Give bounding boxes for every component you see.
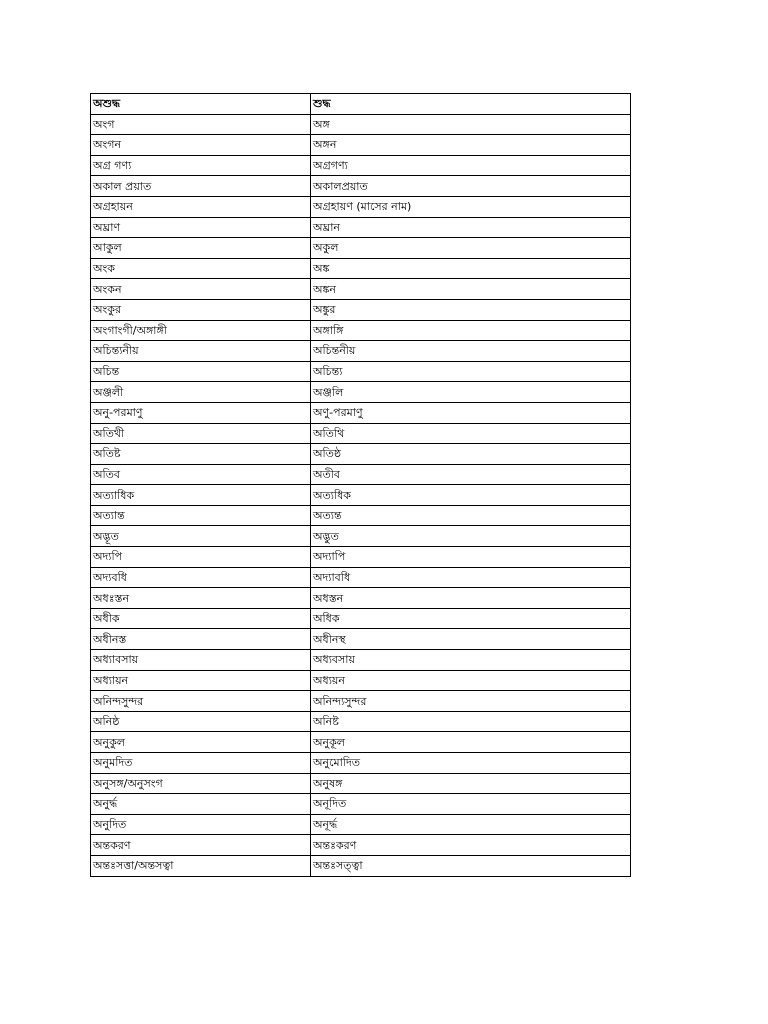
incorrect-word: আকুল <box>91 238 311 259</box>
table-row <box>91 567 631 588</box>
correct-word: অত্যন্ত <box>311 505 631 526</box>
correct-word: অধ্যবসায় <box>311 650 631 671</box>
correct-word: অঙ্কুর <box>311 299 631 320</box>
incorrect-word: অদ্যপি <box>91 547 311 568</box>
table-row <box>91 402 631 423</box>
incorrect-word: অনুমদিত <box>91 753 311 774</box>
table-row <box>91 423 631 444</box>
table-row <box>91 238 631 259</box>
incorrect-word: অংগাংগী/অঙ্গাঙ্গী <box>91 320 311 341</box>
incorrect-word: অংকুর <box>91 299 311 320</box>
table-row <box>91 711 631 732</box>
table-row <box>91 320 631 341</box>
incorrect-word: অগ্র গণ্য <box>91 155 311 176</box>
table-row <box>91 341 631 362</box>
incorrect-word: অঞ্জলী <box>91 382 311 403</box>
incorrect-word: অতিষ্ট <box>91 444 311 465</box>
incorrect-word: অতিথী <box>91 423 311 444</box>
table-header-row <box>91 94 631 115</box>
table-row <box>91 753 631 774</box>
incorrect-word: অনুকুল <box>91 732 311 753</box>
incorrect-word: অংকন <box>91 279 311 300</box>
incorrect-word: অংক <box>91 258 311 279</box>
table-row <box>91 732 631 753</box>
correct-word: অন্তঃসত্ত্বা <box>311 855 631 876</box>
table-row <box>91 361 631 382</box>
incorrect-word: অধীক <box>91 608 311 629</box>
correct-word: অগ্রগণ্য <box>311 155 631 176</box>
correct-word: অত্যধিক <box>311 485 631 506</box>
spelling-correction-table <box>90 93 631 877</box>
incorrect-word: অদ্যবধি <box>91 567 311 588</box>
correct-word: অগ্রহায়ণ (মাসের নাম) <box>311 196 631 217</box>
table-row <box>91 670 631 691</box>
table-row <box>91 135 631 156</box>
correct-word: অদ্ভুত <box>311 526 631 547</box>
correct-word: অকুল <box>311 238 631 259</box>
incorrect-word: অগ্রহায়ন <box>91 196 311 217</box>
header-correct: শুদ্ধ <box>311 94 631 115</box>
correct-word: অনূর্দ্ধ <box>311 814 631 835</box>
correct-word: অচিন্ত্য <box>311 361 631 382</box>
incorrect-word: অতিব <box>91 464 311 485</box>
incorrect-word: অনুর্দ্ধ <box>91 794 311 815</box>
correct-word: অদ্যাবধি <box>311 567 631 588</box>
correct-word: অধিক <box>311 608 631 629</box>
correct-word: অধ্যয়ন <box>311 670 631 691</box>
correct-word: অন্তঃকরণ <box>311 835 631 856</box>
incorrect-word: অঘ্রাণ <box>91 217 311 238</box>
table-row <box>91 547 631 568</box>
table-row <box>91 279 631 300</box>
incorrect-word: অন্তকরণ <box>91 835 311 856</box>
table-row <box>91 196 631 217</box>
correct-word: অনুমোদিত <box>311 753 631 774</box>
incorrect-word: অচিন্ত্যনীয় <box>91 341 311 362</box>
table-row <box>91 650 631 671</box>
incorrect-word: অংগন <box>91 135 311 156</box>
table-row <box>91 691 631 712</box>
table-row <box>91 773 631 794</box>
table-row <box>91 505 631 526</box>
correct-word: অধস্তন <box>311 588 631 609</box>
table-row <box>91 814 631 835</box>
correct-word: অনিন্দ্যসুন্দর <box>311 691 631 712</box>
correct-word: অনুষঙ্গ <box>311 773 631 794</box>
correct-word: অকালপ্রয়াত <box>311 176 631 197</box>
correct-word: অঙ্গ <box>311 114 631 135</box>
incorrect-word: অধঃস্তন <box>91 588 311 609</box>
incorrect-word: অদ্ভূত <box>91 526 311 547</box>
incorrect-word: অকাল প্রয়াত <box>91 176 311 197</box>
table-row <box>91 155 631 176</box>
incorrect-word: অনুদিত <box>91 814 311 835</box>
correct-word: অচিন্তনীয় <box>311 341 631 362</box>
table-row <box>91 176 631 197</box>
table-row <box>91 794 631 815</box>
table-row <box>91 608 631 629</box>
incorrect-word: অধ্যায়ন <box>91 670 311 691</box>
table-row <box>91 114 631 135</box>
correct-word: অঙ্গন <box>311 135 631 156</box>
table-row <box>91 526 631 547</box>
table-row <box>91 382 631 403</box>
table-row <box>91 835 631 856</box>
correct-word: অনুকূল <box>311 732 631 753</box>
incorrect-word: অচিন্ত <box>91 361 311 382</box>
table-row <box>91 464 631 485</box>
incorrect-word: অধ্যাবসায় <box>91 650 311 671</box>
incorrect-word: অনুসঙ্গ/অনুসংগ <box>91 773 311 794</box>
table-row <box>91 217 631 238</box>
incorrect-word: অত্যাধিক <box>91 485 311 506</box>
header-incorrect: অশুদ্ধ <box>91 94 311 115</box>
correct-word: অধীনস্থ <box>311 629 631 650</box>
correct-word: অঘ্রান <box>311 217 631 238</box>
correct-word: অঞ্জলি <box>311 382 631 403</box>
table-body <box>91 114 631 876</box>
table-row <box>91 588 631 609</box>
table-row <box>91 485 631 506</box>
table-row <box>91 629 631 650</box>
correct-word: অনিষ্ট <box>311 711 631 732</box>
correct-word: অতিষ্ঠ <box>311 444 631 465</box>
table-row <box>91 299 631 320</box>
table-row <box>91 258 631 279</box>
correct-word: অতীব <box>311 464 631 485</box>
incorrect-word: অনিষ্ঠ <box>91 711 311 732</box>
correct-word: অদ্যাপি <box>311 547 631 568</box>
incorrect-word: অধীনস্ত <box>91 629 311 650</box>
correct-word: অণু-পরমাণু <box>311 402 631 423</box>
incorrect-word: অনু-পরমাণু <box>91 402 311 423</box>
correct-word: অতিথি <box>311 423 631 444</box>
incorrect-word: অংগ <box>91 114 311 135</box>
correct-word: অঙ্গাঙ্গি <box>311 320 631 341</box>
correct-word: অঙ্কন <box>311 279 631 300</box>
incorrect-word: অন্তঃসত্তা/অন্তসত্বা <box>91 855 311 876</box>
table-row <box>91 444 631 465</box>
incorrect-word: অনিন্দসুন্দর <box>91 691 311 712</box>
correct-word: অঙ্ক <box>311 258 631 279</box>
table-row <box>91 855 631 876</box>
incorrect-word: অত্যান্ত <box>91 505 311 526</box>
correct-word: অনূদিত <box>311 794 631 815</box>
